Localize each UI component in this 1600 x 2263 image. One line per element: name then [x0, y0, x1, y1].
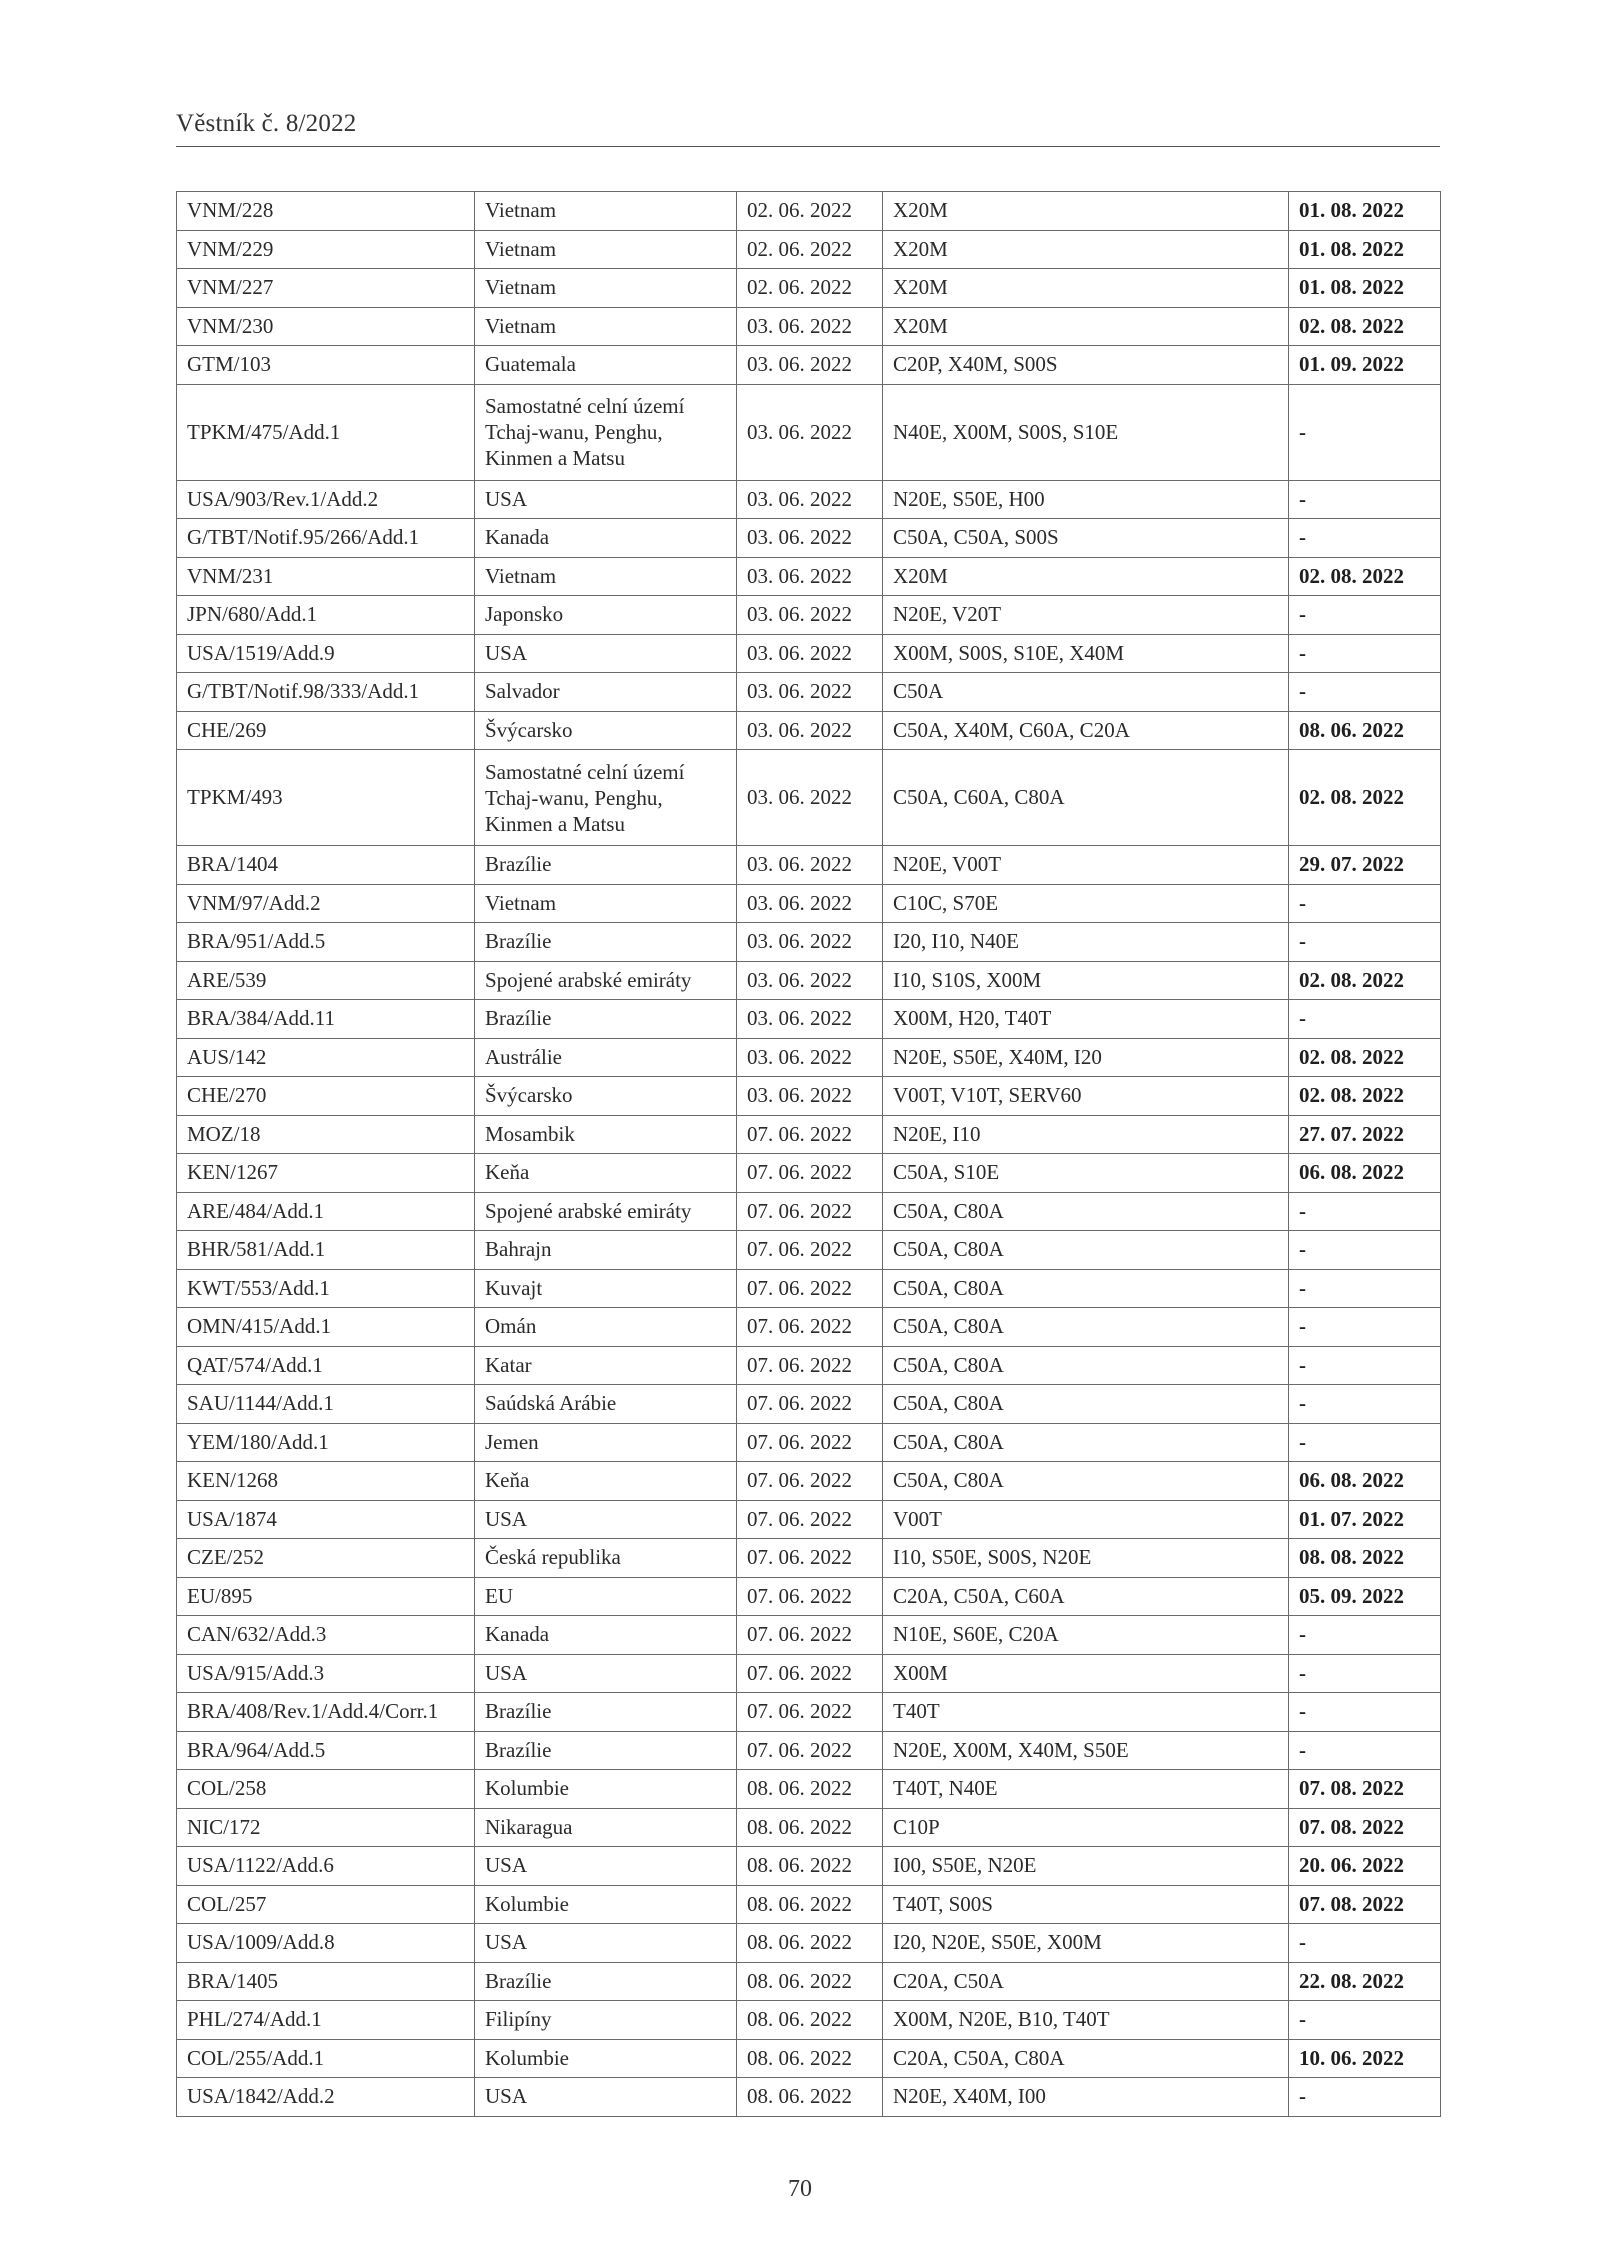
- country-cell: Švýcarsko: [475, 711, 737, 750]
- comment-deadline-cell: 20. 06. 2022: [1289, 1847, 1441, 1886]
- notification-symbol-cell: BRA/951/Add.5: [177, 923, 475, 962]
- country-cell: Guatemala: [475, 346, 737, 385]
- table-row: [177, 1115, 1441, 1154]
- notification-symbol-cell: COL/255/Add.1: [177, 2039, 475, 2078]
- product-codes-cell: X00M, N20E, B10, T40T: [883, 2001, 1289, 2040]
- notification-date-cell: 08. 06. 2022: [737, 2039, 883, 2078]
- product-codes-cell: C50A, C80A: [883, 1423, 1289, 1462]
- comment-deadline-cell: -: [1289, 1693, 1441, 1732]
- notification-symbol-cell: BHR/581/Add.1: [177, 1231, 475, 1270]
- table-row: [177, 2078, 1441, 2117]
- notification-date-cell: 07. 06. 2022: [737, 1346, 883, 1385]
- table-row: [177, 1077, 1441, 1116]
- comment-deadline-cell: -: [1289, 480, 1441, 519]
- notification-date-cell: 07. 06. 2022: [737, 1154, 883, 1193]
- table-row: [177, 923, 1441, 962]
- table-row: [177, 596, 1441, 635]
- table-row: [177, 230, 1441, 269]
- country-cell: Austrálie: [475, 1038, 737, 1077]
- table-row: [177, 192, 1441, 231]
- comment-deadline-cell: 07. 08. 2022: [1289, 1770, 1441, 1809]
- comment-deadline-cell: 22. 08. 2022: [1289, 1962, 1441, 2001]
- notification-date-cell: 03. 06. 2022: [737, 846, 883, 885]
- table-row: [177, 557, 1441, 596]
- product-codes-cell: C50A, S10E: [883, 1154, 1289, 1193]
- notification-symbol-cell: PHL/274/Add.1: [177, 2001, 475, 2040]
- country-cell: Vietnam: [475, 884, 737, 923]
- table-row: [177, 750, 1441, 846]
- table-row: [177, 1731, 1441, 1770]
- table-row: [177, 1962, 1441, 2001]
- notification-symbol-cell: CAN/632/Add.3: [177, 1616, 475, 1655]
- table-row: [177, 1885, 1441, 1924]
- country-cell: Salvador: [475, 673, 737, 712]
- notification-date-cell: 08. 06. 2022: [737, 2001, 883, 2040]
- notification-date-cell: 08. 06. 2022: [737, 1808, 883, 1847]
- comment-deadline-cell: 02. 08. 2022: [1289, 1038, 1441, 1077]
- country-cell: Samostatné celní území Tchaj-wanu, Penghu, Kinmen a Matsu: [475, 750, 737, 846]
- country-cell: Brazílie: [475, 1693, 737, 1732]
- comment-deadline-cell: -: [1289, 2078, 1441, 2117]
- country-cell: Vietnam: [475, 307, 737, 346]
- country-cell: Vietnam: [475, 269, 737, 308]
- notification-symbol-cell: YEM/180/Add.1: [177, 1423, 475, 1462]
- country-cell: Filipíny: [475, 2001, 737, 2040]
- table-row: [177, 884, 1441, 923]
- notifications-table: [176, 191, 1441, 2117]
- table-row: [177, 1000, 1441, 1039]
- country-cell: Česká republika: [475, 1539, 737, 1578]
- product-codes-cell: N20E, X40M, I00: [883, 2078, 1289, 2117]
- notification-date-cell: 08. 06. 2022: [737, 2078, 883, 2117]
- comment-deadline-cell: -: [1289, 1346, 1441, 1385]
- table-row: [177, 1269, 1441, 1308]
- notification-date-cell: 07. 06. 2022: [737, 1192, 883, 1231]
- product-codes-cell: T40T, N40E: [883, 1770, 1289, 1809]
- product-codes-cell: C20A, C50A: [883, 1962, 1289, 2001]
- product-codes-cell: X20M: [883, 557, 1289, 596]
- product-codes-cell: C50A, C60A, C80A: [883, 750, 1289, 846]
- country-cell: USA: [475, 634, 737, 673]
- comment-deadline-cell: 07. 08. 2022: [1289, 1808, 1441, 1847]
- notification-symbol-cell: USA/915/Add.3: [177, 1654, 475, 1693]
- country-cell: Brazílie: [475, 923, 737, 962]
- comment-deadline-cell: -: [1289, 1231, 1441, 1270]
- product-codes-cell: C10P: [883, 1808, 1289, 1847]
- notification-symbol-cell: USA/1122/Add.6: [177, 1847, 475, 1886]
- table-row: [177, 1539, 1441, 1578]
- comment-deadline-cell: -: [1289, 1269, 1441, 1308]
- product-codes-cell: X00M: [883, 1654, 1289, 1693]
- product-codes-cell: N20E, I10: [883, 1115, 1289, 1154]
- page-number: 70: [788, 2176, 812, 2202]
- country-cell: USA: [475, 2078, 737, 2117]
- table-row: [177, 1385, 1441, 1424]
- notification-date-cell: 07. 06. 2022: [737, 1539, 883, 1578]
- product-codes-cell: N40E, X00M, S00S, S10E: [883, 384, 1289, 480]
- comment-deadline-cell: -: [1289, 596, 1441, 635]
- product-codes-cell: C10C, S70E: [883, 884, 1289, 923]
- product-codes-cell: V00T, V10T, SERV60: [883, 1077, 1289, 1116]
- comment-deadline-cell: 01. 09. 2022: [1289, 346, 1441, 385]
- country-cell: Kolumbie: [475, 2039, 737, 2078]
- notification-date-cell: 08. 06. 2022: [737, 1962, 883, 2001]
- comment-deadline-cell: 08. 08. 2022: [1289, 1539, 1441, 1578]
- notification-symbol-cell: KEN/1268: [177, 1462, 475, 1501]
- country-cell: Kuvajt: [475, 1269, 737, 1308]
- notification-symbol-cell: SAU/1144/Add.1: [177, 1385, 475, 1424]
- country-cell: Jemen: [475, 1423, 737, 1462]
- product-codes-cell: I00, S50E, N20E: [883, 1847, 1289, 1886]
- country-cell: Spojené arabské emiráty: [475, 1192, 737, 1231]
- product-codes-cell: C50A, X40M, C60A, C20A: [883, 711, 1289, 750]
- product-codes-cell: X00M, H20, T40T: [883, 1000, 1289, 1039]
- country-cell: Vietnam: [475, 557, 737, 596]
- comment-deadline-cell: -: [1289, 1731, 1441, 1770]
- notification-date-cell: 03. 06. 2022: [737, 884, 883, 923]
- notification-date-cell: 07. 06. 2022: [737, 1423, 883, 1462]
- country-cell: Kolumbie: [475, 1885, 737, 1924]
- notification-symbol-cell: COL/258: [177, 1770, 475, 1809]
- comment-deadline-cell: 06. 08. 2022: [1289, 1462, 1441, 1501]
- notification-symbol-cell: BRA/408/Rev.1/Add.4/Corr.1: [177, 1693, 475, 1732]
- comment-deadline-cell: 07. 08. 2022: [1289, 1885, 1441, 1924]
- comment-deadline-cell: 02. 08. 2022: [1289, 750, 1441, 846]
- notification-date-cell: 03. 06. 2022: [737, 750, 883, 846]
- product-codes-cell: I10, S50E, S00S, N20E: [883, 1539, 1289, 1578]
- notification-symbol-cell: AUS/142: [177, 1038, 475, 1077]
- notification-symbol-cell: VNM/97/Add.2: [177, 884, 475, 923]
- notification-symbol-cell: ARE/539: [177, 961, 475, 1000]
- comment-deadline-cell: 02. 08. 2022: [1289, 557, 1441, 596]
- notification-symbol-cell: MOZ/18: [177, 1115, 475, 1154]
- table-row: [177, 2001, 1441, 2040]
- notification-date-cell: 03. 06. 2022: [737, 1077, 883, 1116]
- country-cell: USA: [475, 1654, 737, 1693]
- table-row: [177, 1500, 1441, 1539]
- table-row: [177, 346, 1441, 385]
- notification-date-cell: 08. 06. 2022: [737, 1885, 883, 1924]
- notification-symbol-cell: CHE/269: [177, 711, 475, 750]
- comment-deadline-cell: 01. 07. 2022: [1289, 1500, 1441, 1539]
- comment-deadline-cell: -: [1289, 673, 1441, 712]
- product-codes-cell: N20E, V20T: [883, 596, 1289, 635]
- notification-symbol-cell: USA/1519/Add.9: [177, 634, 475, 673]
- notification-date-cell: 07. 06. 2022: [737, 1231, 883, 1270]
- notification-date-cell: 03. 06. 2022: [737, 346, 883, 385]
- country-cell: Brazílie: [475, 1731, 737, 1770]
- table-row: [177, 1616, 1441, 1655]
- product-codes-cell: C50A, C50A, S00S: [883, 519, 1289, 558]
- notification-date-cell: 07. 06. 2022: [737, 1693, 883, 1732]
- table-row: [177, 1154, 1441, 1193]
- table-row: [177, 1231, 1441, 1270]
- table-row: [177, 961, 1441, 1000]
- comment-deadline-cell: 10. 06. 2022: [1289, 2039, 1441, 2078]
- notification-date-cell: 03. 06. 2022: [737, 1000, 883, 1039]
- bulletin-title: Věstník č. 8/2022: [176, 110, 357, 137]
- comment-deadline-cell: -: [1289, 1192, 1441, 1231]
- table-row: [177, 711, 1441, 750]
- table-row: [177, 1192, 1441, 1231]
- product-codes-cell: X20M: [883, 307, 1289, 346]
- table-row: [177, 2039, 1441, 2078]
- notification-symbol-cell: TPKM/475/Add.1: [177, 384, 475, 480]
- country-cell: Bahrajn: [475, 1231, 737, 1270]
- comment-deadline-cell: 01. 08. 2022: [1289, 192, 1441, 231]
- country-cell: Švýcarsko: [475, 1077, 737, 1116]
- notification-date-cell: 08. 06. 2022: [737, 1847, 883, 1886]
- country-cell: Kanada: [475, 519, 737, 558]
- product-codes-cell: C20A, C50A, C80A: [883, 2039, 1289, 2078]
- product-codes-cell: C50A, C80A: [883, 1308, 1289, 1347]
- notification-symbol-cell: USA/1874: [177, 1500, 475, 1539]
- product-codes-cell: C50A, C80A: [883, 1385, 1289, 1424]
- notification-date-cell: 03. 06. 2022: [737, 480, 883, 519]
- product-codes-cell: V00T: [883, 1500, 1289, 1539]
- table-row: [177, 384, 1441, 480]
- comment-deadline-cell: 06. 08. 2022: [1289, 1154, 1441, 1193]
- product-codes-cell: C50A, C80A: [883, 1192, 1289, 1231]
- notifications-table-body: [177, 192, 1441, 2117]
- notification-symbol-cell: KEN/1267: [177, 1154, 475, 1193]
- product-codes-cell: N10E, S60E, C20A: [883, 1616, 1289, 1655]
- notification-symbol-cell: CHE/270: [177, 1077, 475, 1116]
- table-row: [177, 846, 1441, 885]
- country-cell: Nikaragua: [475, 1808, 737, 1847]
- comment-deadline-cell: 27. 07. 2022: [1289, 1115, 1441, 1154]
- product-codes-cell: C50A, C80A: [883, 1231, 1289, 1270]
- comment-deadline-cell: -: [1289, 923, 1441, 962]
- table-row: [177, 307, 1441, 346]
- country-cell: Keňa: [475, 1462, 737, 1501]
- page-header: [176, 110, 1440, 147]
- notification-date-cell: 03. 06. 2022: [737, 307, 883, 346]
- table-row: [177, 1770, 1441, 1809]
- notification-symbol-cell: VNM/231: [177, 557, 475, 596]
- notification-symbol-cell: QAT/574/Add.1: [177, 1346, 475, 1385]
- comment-deadline-cell: -: [1289, 1924, 1441, 1963]
- product-codes-cell: N20E, X00M, X40M, S50E: [883, 1731, 1289, 1770]
- country-cell: Keňa: [475, 1154, 737, 1193]
- country-cell: Omán: [475, 1308, 737, 1347]
- comment-deadline-cell: 05. 09. 2022: [1289, 1577, 1441, 1616]
- notification-date-cell: 02. 06. 2022: [737, 230, 883, 269]
- notification-symbol-cell: CZE/252: [177, 1539, 475, 1578]
- notification-date-cell: 02. 06. 2022: [737, 269, 883, 308]
- product-codes-cell: N20E, S50E, H00: [883, 480, 1289, 519]
- notification-date-cell: 08. 06. 2022: [737, 1924, 883, 1963]
- table-row: [177, 1808, 1441, 1847]
- product-codes-cell: C20A, C50A, C60A: [883, 1577, 1289, 1616]
- country-cell: USA: [475, 1847, 737, 1886]
- comment-deadline-cell: 02. 08. 2022: [1289, 961, 1441, 1000]
- country-cell: Saúdská Arábie: [475, 1385, 737, 1424]
- product-codes-cell: X20M: [883, 230, 1289, 269]
- notification-date-cell: 03. 06. 2022: [737, 634, 883, 673]
- comment-deadline-cell: 02. 08. 2022: [1289, 1077, 1441, 1116]
- notification-symbol-cell: BRA/1405: [177, 1962, 475, 2001]
- notification-symbol-cell: JPN/680/Add.1: [177, 596, 475, 635]
- notification-date-cell: 03. 06. 2022: [737, 596, 883, 635]
- country-cell: Kanada: [475, 1616, 737, 1655]
- country-cell: USA: [475, 1500, 737, 1539]
- notification-date-cell: 07. 06. 2022: [737, 1577, 883, 1616]
- notification-symbol-cell: USA/1009/Add.8: [177, 1924, 475, 1963]
- table-row: [177, 519, 1441, 558]
- notification-date-cell: 03. 06. 2022: [737, 1038, 883, 1077]
- country-cell: Katar: [475, 1346, 737, 1385]
- table-row: [177, 1924, 1441, 1963]
- comment-deadline-cell: -: [1289, 634, 1441, 673]
- product-codes-cell: C50A, C80A: [883, 1462, 1289, 1501]
- country-cell: USA: [475, 480, 737, 519]
- country-cell: Mosambik: [475, 1115, 737, 1154]
- product-codes-cell: I20, I10, N40E: [883, 923, 1289, 962]
- table-row: [177, 1038, 1441, 1077]
- notification-symbol-cell: G/TBT/Notif.95/266/Add.1: [177, 519, 475, 558]
- country-cell: Samostatné celní území Tchaj-wanu, Penghu, Kinmen a Matsu: [475, 384, 737, 480]
- notification-date-cell: 07. 06. 2022: [737, 1731, 883, 1770]
- notification-date-cell: 03. 06. 2022: [737, 384, 883, 480]
- notification-date-cell: 07. 06. 2022: [737, 1115, 883, 1154]
- notification-symbol-cell: USA/903/Rev.1/Add.2: [177, 480, 475, 519]
- comment-deadline-cell: -: [1289, 2001, 1441, 2040]
- country-cell: Vietnam: [475, 230, 737, 269]
- notification-date-cell: 07. 06. 2022: [737, 1269, 883, 1308]
- product-codes-cell: I20, N20E, S50E, X00M: [883, 1924, 1289, 1963]
- notification-date-cell: 07. 06. 2022: [737, 1616, 883, 1655]
- notification-symbol-cell: NIC/172: [177, 1808, 475, 1847]
- comment-deadline-cell: 08. 06. 2022: [1289, 711, 1441, 750]
- notification-date-cell: 03. 06. 2022: [737, 673, 883, 712]
- country-cell: Brazílie: [475, 846, 737, 885]
- comment-deadline-cell: -: [1289, 1308, 1441, 1347]
- table-row: [177, 1308, 1441, 1347]
- notification-symbol-cell: VNM/229: [177, 230, 475, 269]
- table-row: [177, 480, 1441, 519]
- country-cell: Brazílie: [475, 1000, 737, 1039]
- comment-deadline-cell: 01. 08. 2022: [1289, 230, 1441, 269]
- notification-date-cell: 03. 06. 2022: [737, 519, 883, 558]
- country-cell: Japonsko: [475, 596, 737, 635]
- comment-deadline-cell: 29. 07. 2022: [1289, 846, 1441, 885]
- notification-symbol-cell: COL/257: [177, 1885, 475, 1924]
- notification-symbol-cell: TPKM/493: [177, 750, 475, 846]
- notification-symbol-cell: GTM/103: [177, 346, 475, 385]
- product-codes-cell: C50A, C80A: [883, 1269, 1289, 1308]
- notification-symbol-cell: G/TBT/Notif.98/333/Add.1: [177, 673, 475, 712]
- product-codes-cell: N20E, S50E, X40M, I20: [883, 1038, 1289, 1077]
- product-codes-cell: N20E, V00T: [883, 846, 1289, 885]
- country-cell: Kolumbie: [475, 1770, 737, 1809]
- notification-symbol-cell: KWT/553/Add.1: [177, 1269, 475, 1308]
- product-codes-cell: I10, S10S, X00M: [883, 961, 1289, 1000]
- notification-symbol-cell: BRA/964/Add.5: [177, 1731, 475, 1770]
- notification-symbol-cell: VNM/230: [177, 307, 475, 346]
- notification-date-cell: 03. 06. 2022: [737, 961, 883, 1000]
- notification-date-cell: 07. 06. 2022: [737, 1500, 883, 1539]
- notification-date-cell: 07. 06. 2022: [737, 1462, 883, 1501]
- product-codes-cell: T40T, S00S: [883, 1885, 1289, 1924]
- notification-date-cell: 07. 06. 2022: [737, 1308, 883, 1347]
- comment-deadline-cell: -: [1289, 1616, 1441, 1655]
- table-row: [177, 1423, 1441, 1462]
- notification-symbol-cell: BRA/384/Add.11: [177, 1000, 475, 1039]
- table-row: [177, 634, 1441, 673]
- notification-symbol-cell: OMN/415/Add.1: [177, 1308, 475, 1347]
- table-row: [177, 1654, 1441, 1693]
- country-cell: Brazílie: [475, 1962, 737, 2001]
- notification-date-cell: 03. 06. 2022: [737, 711, 883, 750]
- table-row: [177, 1577, 1441, 1616]
- product-codes-cell: C50A, C80A: [883, 1346, 1289, 1385]
- comment-deadline-cell: -: [1289, 1000, 1441, 1039]
- notification-symbol-cell: EU/895: [177, 1577, 475, 1616]
- comment-deadline-cell: 02. 08. 2022: [1289, 307, 1441, 346]
- notification-date-cell: 03. 06. 2022: [737, 557, 883, 596]
- comment-deadline-cell: -: [1289, 1385, 1441, 1424]
- comment-deadline-cell: -: [1289, 384, 1441, 480]
- comment-deadline-cell: -: [1289, 884, 1441, 923]
- table-row: [177, 1847, 1441, 1886]
- table-row: [177, 269, 1441, 308]
- product-codes-cell: X20M: [883, 269, 1289, 308]
- notification-date-cell: 02. 06. 2022: [737, 192, 883, 231]
- country-cell: USA: [475, 1924, 737, 1963]
- comment-deadline-cell: 01. 08. 2022: [1289, 269, 1441, 308]
- country-cell: EU: [475, 1577, 737, 1616]
- product-codes-cell: C20P, X40M, S00S: [883, 346, 1289, 385]
- notification-date-cell: 08. 06. 2022: [737, 1770, 883, 1809]
- notification-date-cell: 07. 06. 2022: [737, 1654, 883, 1693]
- notification-symbol-cell: ARE/484/Add.1: [177, 1192, 475, 1231]
- notification-date-cell: 07. 06. 2022: [737, 1385, 883, 1424]
- product-codes-cell: C50A: [883, 673, 1289, 712]
- comment-deadline-cell: -: [1289, 1423, 1441, 1462]
- comment-deadline-cell: -: [1289, 1654, 1441, 1693]
- table-row: [177, 673, 1441, 712]
- table-row: [177, 1693, 1441, 1732]
- notification-date-cell: 03. 06. 2022: [737, 923, 883, 962]
- country-cell: Spojené arabské emiráty: [475, 961, 737, 1000]
- country-cell: Vietnam: [475, 192, 737, 231]
- product-codes-cell: X00M, S00S, S10E, X40M: [883, 634, 1289, 673]
- table-row: [177, 1462, 1441, 1501]
- notification-symbol-cell: VNM/227: [177, 269, 475, 308]
- notification-symbol-cell: BRA/1404: [177, 846, 475, 885]
- product-codes-cell: T40T: [883, 1693, 1289, 1732]
- product-codes-cell: X20M: [883, 192, 1289, 231]
- notification-symbol-cell: VNM/228: [177, 192, 475, 231]
- notification-symbol-cell: USA/1842/Add.2: [177, 2078, 475, 2117]
- table-row: [177, 1346, 1441, 1385]
- comment-deadline-cell: -: [1289, 519, 1441, 558]
